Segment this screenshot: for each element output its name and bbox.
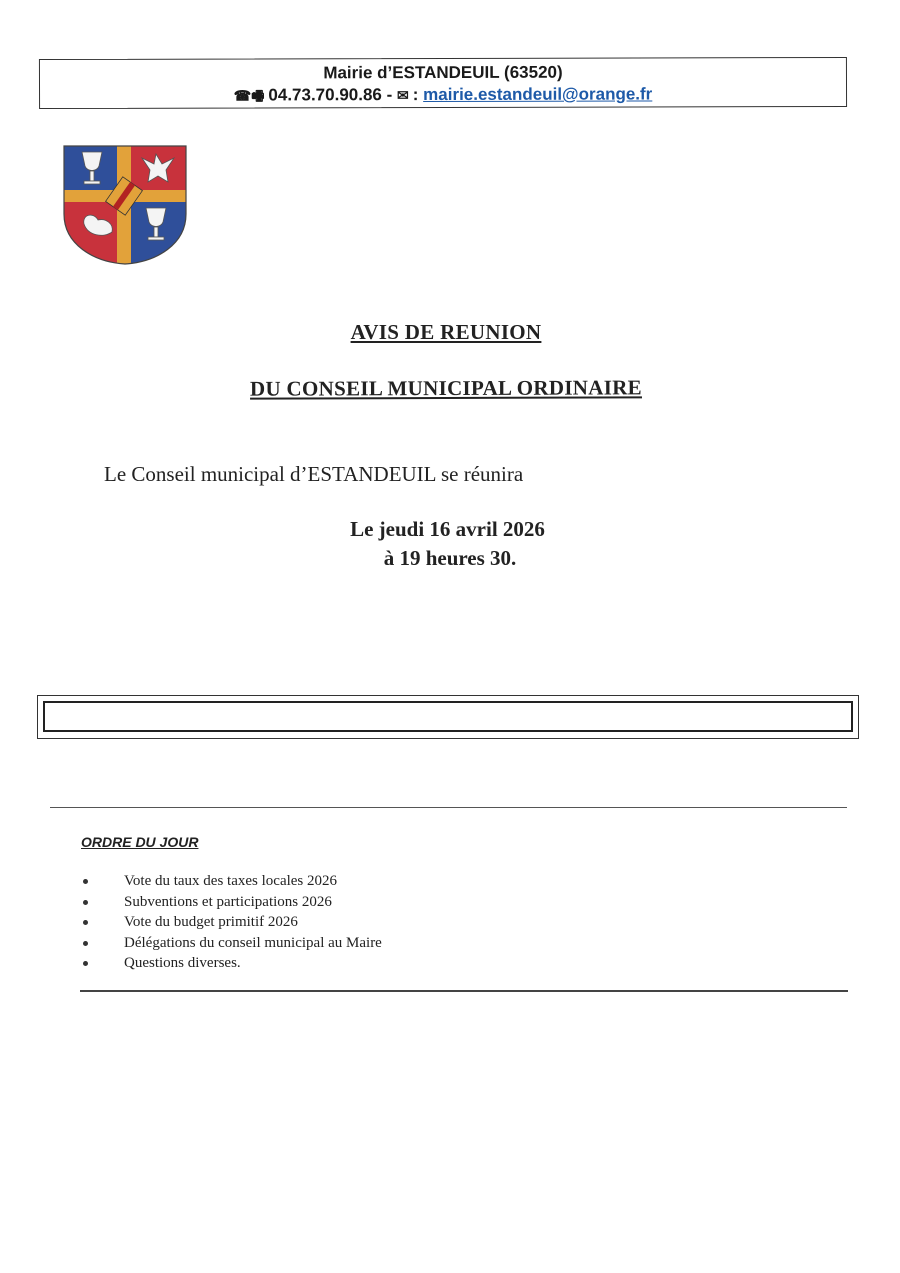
agenda-item bbox=[81, 871, 382, 892]
meeting-time: à 19 heures 30. bbox=[383, 546, 517, 570]
bullet-icon bbox=[83, 900, 88, 905]
agenda-item bbox=[81, 892, 382, 913]
agenda-item bbox=[81, 912, 382, 933]
divider-bottom bbox=[80, 990, 848, 992]
agenda-title: ORDRE DU JOUR bbox=[81, 834, 199, 850]
email-prefix: : bbox=[412, 85, 419, 105]
agenda-item-text: Délégations du conseil municipal au Maire bbox=[124, 934, 382, 951]
phone-number: 04.73.70.90.86 bbox=[268, 85, 382, 105]
agenda-item bbox=[81, 933, 382, 954]
email-link[interactable]: mairie.estandeuil@orange.fr bbox=[423, 84, 653, 105]
agenda-item-text: Vote du taux des taxes locales 2026 bbox=[124, 873, 338, 889]
divider-top bbox=[50, 807, 847, 808]
bullet-icon bbox=[83, 879, 88, 884]
empty-frame-inner bbox=[43, 701, 853, 732]
agenda-item-text: Vote du budget primitif 2026 bbox=[124, 914, 298, 930]
meeting-intro: Le Conseil municipal d’ESTANDEUIL se réunira bbox=[104, 462, 524, 486]
notice-subtitle: DU CONSEIL MUNICIPAL ORDINAIRE bbox=[249, 375, 642, 401]
coat-of-arms bbox=[62, 144, 188, 266]
notice-title: AVIS DE REUNION bbox=[350, 320, 542, 344]
phone-fax-icon: ☎🖷 bbox=[233, 87, 265, 104]
agenda-item bbox=[81, 953, 382, 974]
empty-frame bbox=[37, 695, 859, 739]
header-box bbox=[39, 57, 847, 109]
town-hall-title: Mairie d’ESTANDEUIL (63520) bbox=[323, 62, 563, 83]
meeting-date: Le jeudi 16 avril 2026 bbox=[350, 517, 545, 541]
mail-icon: ✉ bbox=[396, 87, 409, 104]
bullet-icon bbox=[83, 941, 88, 946]
bullet-icon bbox=[83, 920, 88, 925]
agenda-item-text: Questions diverses. bbox=[124, 955, 241, 971]
agenda-list bbox=[81, 871, 382, 974]
contact-separator: - bbox=[386, 85, 393, 105]
agenda-item-text: Subventions et participations 2026 bbox=[124, 893, 332, 910]
contact-line bbox=[40, 84, 846, 110]
bullet-icon bbox=[83, 961, 88, 966]
